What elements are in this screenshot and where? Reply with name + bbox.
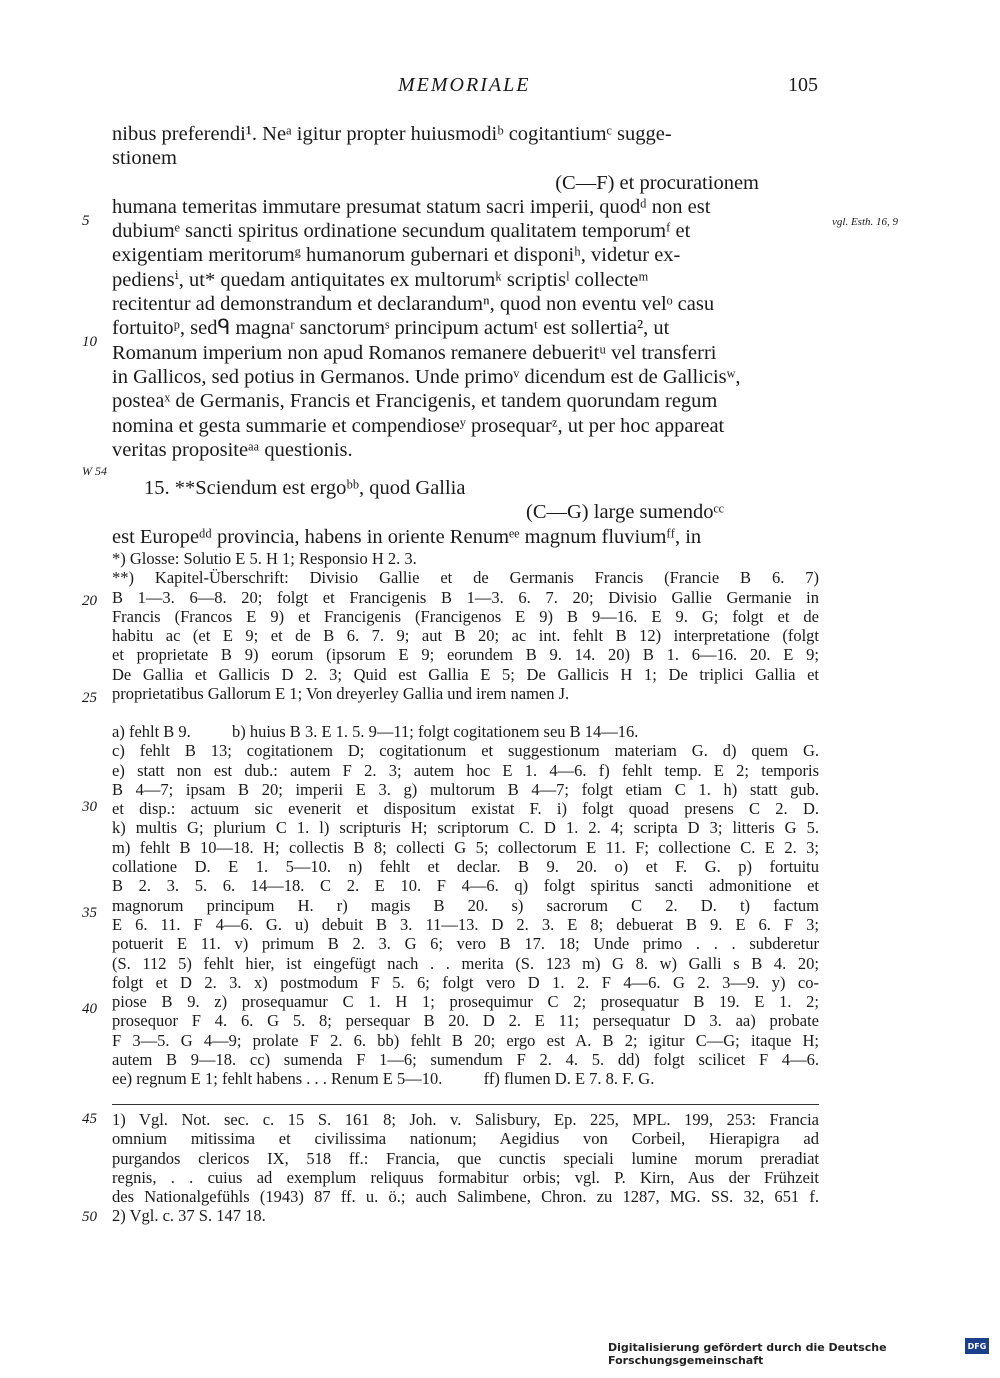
- text-line: nomina et gesta summarie et compendioseʸ prosequarᶻ, ut per hoc appareat: [112, 414, 725, 437]
- footnotes-block: [112, 1110, 819, 1226]
- gloss-line: proprietatibus Gallorum E 1; Von dreyerley Gallia und irem namen J.: [112, 684, 570, 704]
- footnote-line: 2) Vgl. c. 37 S. 147 18.: [112, 1206, 266, 1226]
- text-line: in Gallicos, sed potius in Germanos. Unde primoᵛ dicendum est de Gallicisʷ,: [112, 365, 741, 388]
- text-line: est Europeᵈᵈ provincia, habens in oriente Renumᵉᵉ magnum fluviumᶠᶠ, in: [112, 525, 702, 548]
- line-number: 25: [82, 690, 97, 706]
- line-number: 5: [82, 213, 90, 229]
- text-line: (C—G) large sumendoᶜᶜ: [526, 501, 724, 524]
- dfg-logo: DFG: [965, 1338, 989, 1354]
- footnote-line: des Nationalgefühls (1943) 87 ff. u. ö.; auch Salimbene, Chron. zu 1287, MG. SS. 32, 651 f.: [112, 1187, 819, 1207]
- line-number: 10: [82, 334, 97, 350]
- apparatus-line: magnorum principum H. r) magis B 20. s) sacrorum C 2. D. t) factum: [112, 895, 819, 915]
- apparatus-line: et disp.: actuum sic evenerit et dispositum existat F. i) folgt quoad presens C 2. D.: [112, 799, 819, 819]
- line-number: 35: [82, 905, 97, 921]
- line-number: 20: [82, 593, 97, 609]
- apparatus-line: prosequor F 4. 6. G 5. 8; persequar B 20. D 2. E 11; persequatur D 3. aa) probate: [112, 1011, 819, 1031]
- apparatus-line: F 3—5. G 4—9; prolate F 2. 6. bb) fehlt B 20; ergo est A. B 2; igitur C—G; itaque H;: [112, 1030, 819, 1050]
- line-number: 40: [82, 1001, 97, 1017]
- critical-apparatus: [112, 722, 819, 1089]
- margin-reference: vgl. Esth. 16, 9: [832, 216, 898, 228]
- margin-reference: W 54: [82, 464, 107, 478]
- footnote-line: purgandos clericos IX, 518 ff.: Francia, que cunctis speciali lumine morum preradiat: [112, 1148, 819, 1168]
- glosses-block: [112, 549, 819, 703]
- apparatus-line: k) multis G; plurium C 1. l) scripturis H; scriptorum C. D 1. 2. 4; scripta D 3; litteris G 5.: [112, 818, 819, 838]
- text-line: posteaˣ de Germanis, Francis et Francigenis, et tandem quorundam regum: [112, 390, 718, 413]
- apparatus-line: piose B 9. z) prosequamur C 1. H 1; prosequimur C 2; prosequatur B 19. E 1. 2;: [112, 992, 819, 1012]
- line-number: 30: [82, 799, 97, 815]
- text-line: Romanum imperium non apud Romanos remanere debueritᵘ vel transferri: [112, 341, 717, 364]
- gloss-line: **) Kapitel-Überschrift: Divisio Gallie et de Germanis Francis (Francie B 6. 7): [112, 568, 819, 588]
- gloss-line: De Gallia et Gallicis D 2. 3; Quid est Gallia E 5; De Gallicis H 1; De triplici Gallia et: [112, 664, 819, 684]
- apparatus-line: folgt et D 2. 3. x) postmodum F 5. 6; folgt vero D 1. 2. F 4—6. G 2. 3—9. y) co-: [112, 972, 819, 992]
- text-line: exigentiam meritorumᵍ humanorum gubernari et disponiʰ, videtur ex-: [112, 244, 681, 267]
- text-line: pediensⁱ, ut* quedam antiquitates ex multorumᵏ scriptisˡ collecteᵐ: [112, 268, 649, 291]
- digitization-credit: Digitalisierung gefördert durch die Deutsche Forschungsgemeinschaft: [608, 1341, 887, 1367]
- apparatus-line: c) fehlt B 13; cogitationem D; cogitationum et suggestionum materiam G. d) quem G.: [112, 741, 819, 761]
- line-number: 50: [82, 1209, 97, 1225]
- page-number: 105: [788, 74, 818, 96]
- apparatus-line: e) statt non est dub.: autem F 2. 3; autem hoc E 1. 4—6. f) fehlt temp. E 2; temporis: [112, 760, 819, 780]
- text-line: fortuitoᵖ, sedᑫ magnaʳ sanctorumˢ principum actumᵗ est sollertia², ut: [112, 317, 670, 340]
- text-line: nibus preferendi¹. Neᵃ igitur propter huiusmodiᵇ cogitantiumᶜ sugge-: [112, 123, 672, 145]
- apparatus-line: collatione D. E 1. 5—10. n) fehlt et declar. B 9. 20. o) et F. G. p) fortuitu: [112, 857, 819, 877]
- main-text: [112, 122, 819, 549]
- gloss-line: et proprietate B 9) eorum (ipsorum E 9; eorundem B 9. 14. 20) B 1. 6—16. 20. E 9;: [112, 645, 819, 665]
- apparatus-line: autem B 9—18. cc) sumenda F 1—6; sumendum F 2. 4. 5. dd) folgt scilicet F 4—6.: [112, 1050, 819, 1070]
- text-line: (C—F) et procurationem: [555, 171, 759, 194]
- text-line: humana temeritas immutare presumat statum sacri imperii, quodᵈ non est: [112, 195, 711, 218]
- apparatus-line: potuerit E 11. v) primum B 2. 3. G 6; vero B 17. 18; Unde primo . . . subderetur: [112, 934, 819, 954]
- footnote-line: regnis, . . cuius ad exemplum reliquus formabitur orbis; vgl. P. Kirn, Aus der Frühzeit: [112, 1167, 819, 1187]
- footnote-rule: [112, 1104, 819, 1105]
- apparatus-line: B 2. 3. 5. 6. 14—18. C 2. E 10. F 4—6. q) folgt spiritus sancti admonitione et: [112, 876, 819, 896]
- apparatus-line: m) fehlt B 10—18. H; collectis B 8; collecti G 5; collectorum E 11. F; collectione C. E 2. 3;: [112, 837, 819, 857]
- text-line: recitentur ad demonstrandum et declarandumⁿ, quod non eventu velᵒ casu: [112, 293, 715, 316]
- gloss-line: habitu ac (et E 9; et de B 6. 7. 9; aut B 20; ac int. fehlt B 12) interpretatione (folgt: [112, 626, 819, 646]
- apparatus-line: E 6. 11. F 4—6. G. u) debuit B 3. 11—13. D 2. 3. E 8; debuerat B 9. E 6. F 3;: [112, 914, 819, 934]
- apparatus-line: ee) regnum E 1; fehlt habens . . . Renum E 5—10. ff) flumen D. E 7. 8. F. G.: [112, 1069, 655, 1089]
- text-line: veritas propositeᵃᵃ questionis.: [112, 438, 353, 461]
- line-number: 45: [82, 1111, 97, 1127]
- footnote-line: omnium mitissima et civilissima nationum; Aegidius von Corbeil, Hierapigra ad: [112, 1129, 819, 1149]
- page-header: [0, 74, 1000, 104]
- footnote-line: 1) Vgl. Not. sec. c. 15 S. 161 8; Joh. v. Salisbury, Ep. 225, MPL. 199, 253: Francia: [112, 1110, 819, 1129]
- text-line: stionem: [112, 147, 177, 170]
- text-line: dubiumᵉ sancti spiritus ordinatione secundum qualitatem temporumᶠ et: [112, 220, 691, 243]
- apparatus-line: B 4—7; ipsam B 20; imperii E 3. g) multorum B 4—7; folgt etiam C 1. h) statt gub.: [112, 779, 819, 799]
- running-title: MEMORIALE: [398, 74, 531, 96]
- apparatus-line: a) fehlt B 9. b) huius B 3. E 1. 5. 9—11; folgt cogitationem seu B 14—16.: [112, 722, 639, 741]
- gloss-line: *) Glosse: Solutio E 5. H 1; Responsio H 2. 3.: [112, 549, 417, 568]
- gloss-line: Francis (Francos E 9) et Francigenis (Francigenos E 9) B 9—16. E 9. G; folgt et de: [112, 606, 819, 626]
- section-heading: 15. **Sciendum est ergoᵇᵇ, quod Gallia: [144, 477, 466, 500]
- apparatus-line: (S. 112 5) fehlt hier, ist eingefügt nach . . merita (S. 123 m) G 8. w) Galli s B 4. 20;: [112, 953, 819, 973]
- gloss-line: B 1—3. 6—8. 20; folgt et Francigenis B 1—3. 6. 7. 20; Divisio Gallie Germanie in: [112, 587, 819, 607]
